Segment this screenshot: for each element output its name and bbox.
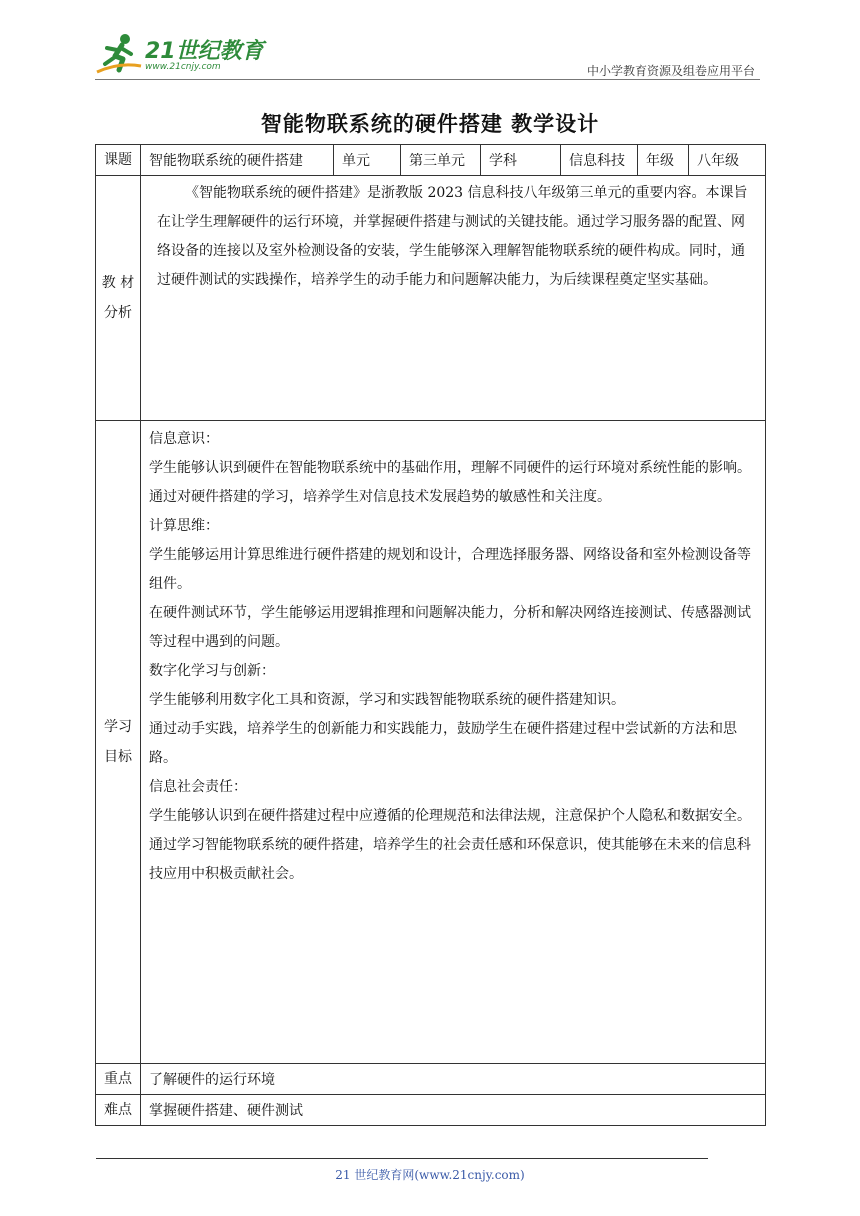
footer-link[interactable]: 21 世纪教育网(www.21cnjy.com)	[335, 1168, 525, 1182]
objectives-label-line2: 目标	[104, 749, 132, 765]
key-point-row	[96, 1064, 766, 1095]
objective-item: 学生能够认识到硬件在智能物联系统中的基础作用，理解不同硬件的运行环境对系统性能的影响。	[149, 460, 751, 476]
key-point-text: 了解硬件的运行环境	[141, 1064, 766, 1095]
unit-value: 第三单元	[401, 145, 481, 176]
logo-text: 21世纪教育	[145, 39, 264, 64]
page-title: 智能物联系统的硬件搭建 教学设计	[260, 111, 600, 136]
material-content	[141, 176, 766, 421]
objectives-list	[149, 425, 757, 889]
material-text: 《智能物联系统的硬件搭建》是浙教版 2023 信息科技八年级第三单元的重要内容。本课旨在让学生理解硬件的运行环境，并掌握硬件搭建与测试的关键技能。通过学习服务器的配置、网络设备的连接以及室外检测设备的安装，学生能够深入理解智能物联系统的硬件构成。同时，通过硬件测试的实践操作，培养学生的动手能力和问题解决能力，为后续课程奠定坚实基础。	[157, 185, 748, 288]
info-row	[96, 145, 766, 176]
objective-heading: 计算思维：	[149, 518, 219, 534]
subject-label: 学科	[481, 145, 561, 176]
grade-label: 年级	[638, 145, 689, 176]
material-label-line1: 教 材	[101, 275, 135, 291]
logo-url: www.21cnjy.com	[145, 62, 221, 72]
objectives-row	[96, 421, 766, 1064]
topic-value: 智能物联系统的硬件搭建	[141, 145, 334, 176]
objective-item: 学生能够认识到在硬件搭建过程中应遵循的伦理规范和法律法规，注意保护个人隐私和数据安全。	[149, 808, 751, 824]
subject-value: 信息科技	[561, 145, 638, 176]
difficulty-row	[96, 1095, 766, 1126]
key-point-label: 重点	[96, 1064, 141, 1095]
difficulty-label: 难点	[96, 1095, 141, 1126]
objective-item: 通过学习智能物联系统的硬件搭建，培养学生的社会责任感和环保意识，使其能够在未来的信息科技应用中积极贡献社会。	[149, 837, 751, 882]
objective-heading: 信息意识：	[149, 431, 219, 447]
runner-logo-icon	[95, 32, 143, 76]
header-divider	[95, 79, 760, 80]
objectives-label	[96, 421, 141, 1064]
objective-item: 学生能够利用数字化工具和资源，学习和实践智能物联系统的硬件搭建知识。	[149, 692, 625, 708]
objective-item: 通过动手实践，培养学生的创新能力和实践能力，鼓励学生在硬件搭建过程中尝试新的方法和思路。	[149, 721, 737, 766]
difficulty-text: 掌握硬件搭建、硬件测试	[141, 1095, 766, 1126]
objective-item: 在硬件测试环节，学生能够运用逻辑推理和问题解决能力，分析和解决网络连接测试、传感器测试等过程中遇到的问题。	[149, 605, 751, 650]
objective-item: 通过对硬件搭建的学习，培养学生对信息技术发展趋势的敏感性和关注度。	[149, 489, 611, 505]
material-row	[96, 176, 766, 421]
objectives-label-line1: 学习	[104, 719, 132, 735]
objective-heading: 数字化学习与创新：	[149, 663, 275, 679]
unit-label: 单元	[334, 145, 401, 176]
footer-divider	[96, 1158, 708, 1159]
topic-label: 课题	[96, 145, 141, 176]
platform-name: 中小学教育资源及组卷应用平台	[586, 64, 755, 78]
material-label	[96, 176, 141, 421]
objectives-content	[141, 421, 766, 1064]
lesson-plan-table	[95, 144, 766, 1126]
page-header	[95, 30, 760, 80]
material-label-line2: 分析	[104, 305, 132, 321]
objective-heading: 信息社会责任：	[149, 779, 247, 795]
site-logo[interactable]	[95, 30, 265, 78]
grade-value: 八年级	[689, 145, 766, 176]
objective-item: 学生能够运用计算思维进行硬件搭建的规划和设计，合理选择服务器、网络设备和室外检测设备等组件。	[149, 547, 751, 592]
